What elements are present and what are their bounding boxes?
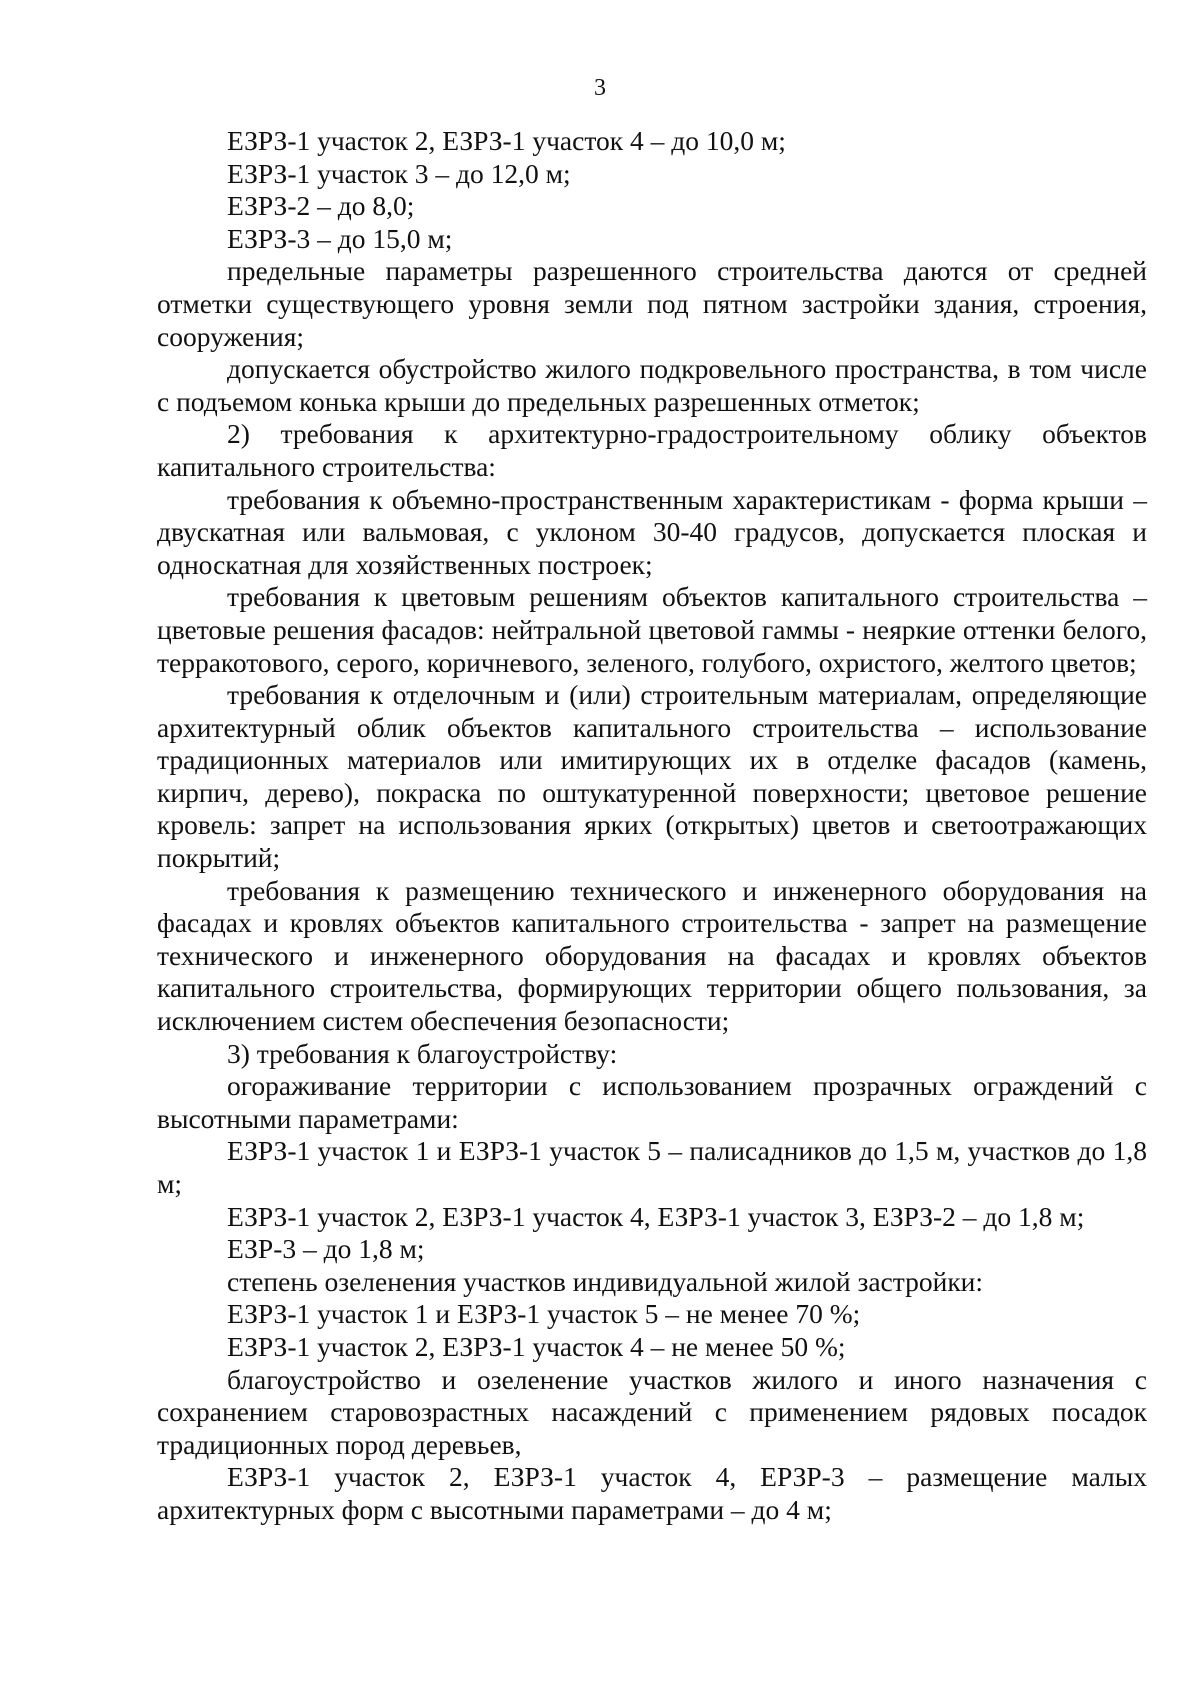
paragraph-color-solutions: требования к цветовым решениям объектов капитального строительства – цветовые решения фасадов: нейтральной цветовой гаммы - неяркие оттенки белого, терракотового, серого, коричневого, зеленого, голубого, охристого, желтого цветов; [157,581,1147,678]
paragraph-roof-shape: требования к объемно-пространственным характеристикам - форма крыши – двускатная или вальмовая, с уклоном 30-40 градусов, допускается плоская и односкатная для хозяйственных построек; [157,483,1147,580]
paragraph-fencing: огораживание территории с использованием прозрачных ограждений с высотными параметрами: [157,1070,1147,1134]
paragraph-small-architectural-forms: ЕЗРЗ-1 участок 2, ЕЗРЗ-1 участок 4, ЕРЗР-3 – размещение малых архитектурных форм с высотными параметрами – до 4 м; [157,1461,1147,1525]
paragraph-greening-area1-5: ЕЗРЗ-1 участок 1 и ЕЗРЗ-1 участок 5 – не менее 70 %; [227,1298,861,1330]
paragraph-technical-equipment: требования к размещению технического и инженерного оборудования на фасадах и кровлях объектов капитального строительства - запрет на размещение технического и инженерного оборудования на фасадах и кровлях объектов капитального строительства, формирующих территории общего пользования, за исключением систем обеспечения безопасности; [157,874,1147,1037]
paragraph-ezr3-fence: ЕЗР-3 – до 1,8 м; [227,1233,425,1265]
paragraph-fence-heights-other: ЕЗРЗ-1 участок 2, ЕЗРЗ-1 участок 4, ЕЗРЗ-1 участок 3, ЕЗРЗ-2 – до 1,8 м; [227,1200,1085,1232]
paragraph-ezrz1-area3-height: ЕЗРЗ-1 участок 3 – до 12,0 м; [227,157,571,189]
paragraph-fence-heights-area1-5: ЕЗРЗ-1 участок 1 и ЕЗРЗ-1 участок 5 – палисадников до 1,5 м, участков до 1,8 м; [157,1135,1147,1199]
paragraph-greening-area2-4: ЕЗРЗ-1 участок 2, ЕЗРЗ-1 участок 4 – не менее 50 %; [227,1330,846,1362]
paragraph-height-reference: предельные параметры разрешенного строительства даются от средней отметки существующего уровня земли под пятном застройки здания, строения, сооружения; [157,255,1147,352]
document-body [157,125,1147,1527]
paragraph-finishing-materials: требования к отделочным и (или) строительным материалам, определяющие архитектурный облик объектов капитального строительства – использование традиционных материалов или имитирующих их в отделке фасадов (камень, кирпич, дерево), покраска по оштукатуренной поверхности; цветовое решение кровель: запрет на использования ярких (открытых) цветов и светоотражающих покрытий; [157,679,1147,874]
page-number: 3 [594,75,606,101]
paragraph-ezrz2-height: ЕЗРЗ-2 – до 8,0; [227,190,415,222]
paragraph-ezrz3-height: ЕЗРЗ-3 – до 15,0 м; [227,222,453,254]
paragraph-landscaping-requirements: 3) требования к благоустройству: [227,1037,618,1069]
paragraph-ezrz1-area2-4-height: ЕЗРЗ-1 участок 2, ЕЗРЗ-1 участок 4 – до 10,0 м; [227,125,786,156]
paragraph-attic-space: допускается обустройство жилого подкровельного пространства, в том числе с подъемом конька крыши до предельных разрешенных отметок; [157,353,1147,417]
paragraph-architectural-requirements: 2) требования к архитектурно-градостроительному облику объектов капитального строительства: [157,418,1147,482]
paragraph-greening-degree: степень озеленения участков индивидуальной жилой застройки: [227,1265,984,1297]
paragraph-landscaping-trees: благоустройство и озеленение участков жилого и иного назначения с сохранением старовозрастных насаждений с применением рядовых посадок традиционных пород деревьев, [157,1363,1147,1460]
